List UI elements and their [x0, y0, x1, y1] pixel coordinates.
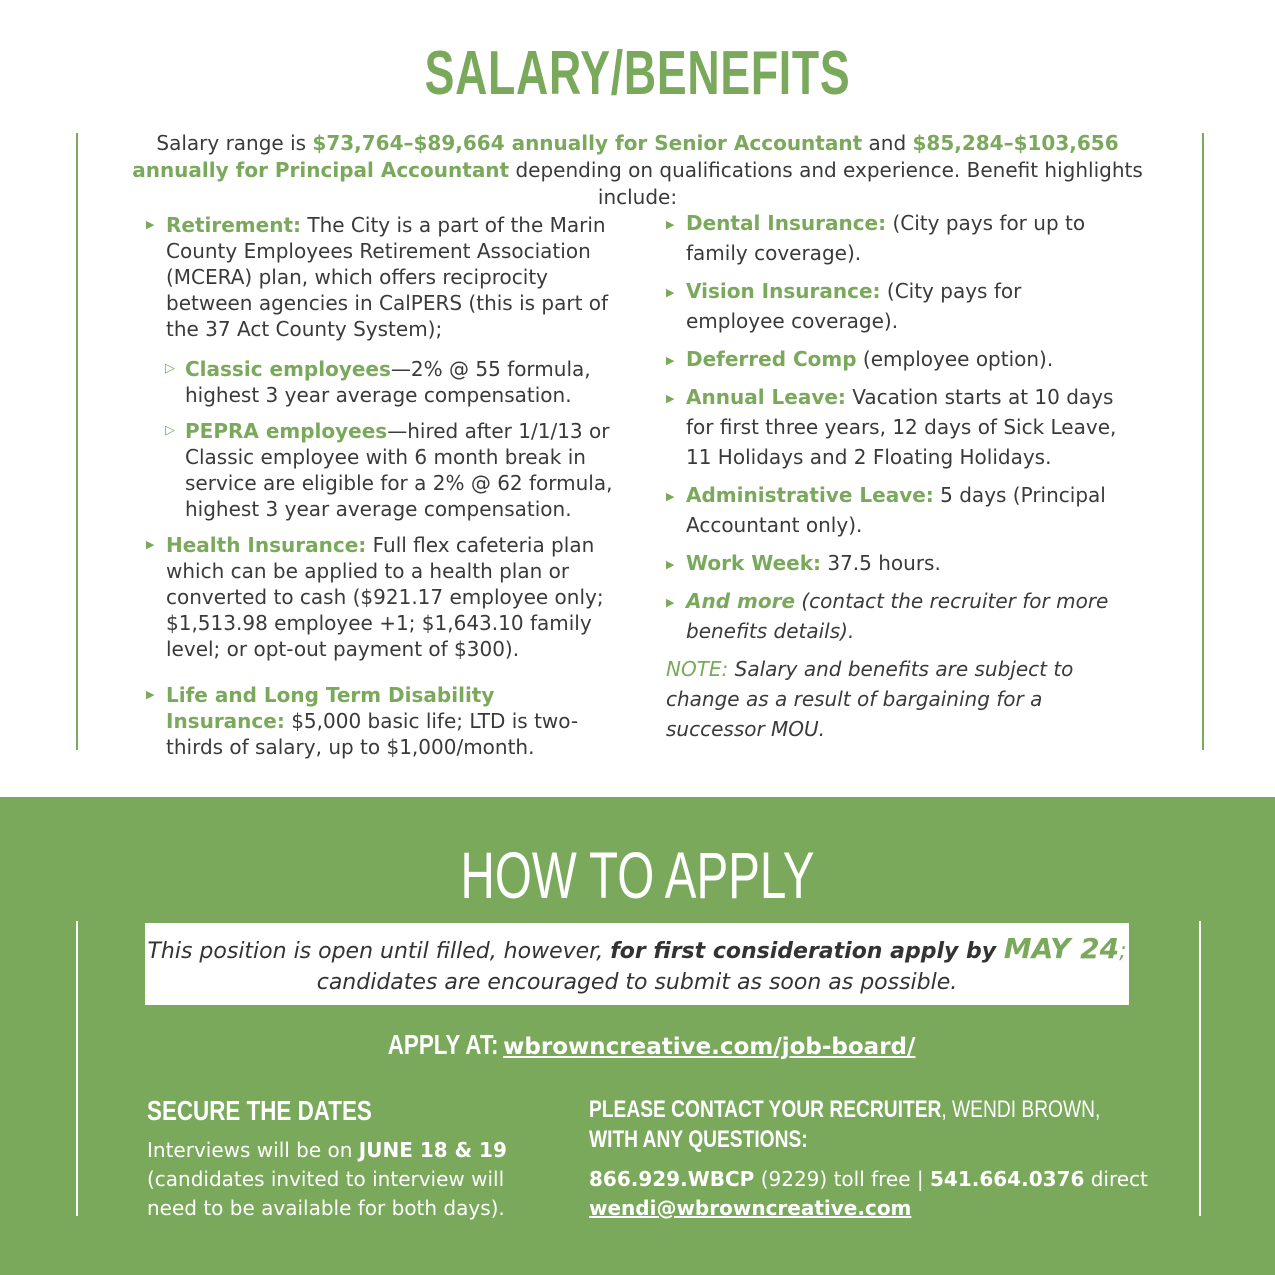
- how-to-apply-title: HOW TO APPLY: [460, 838, 815, 912]
- benefit-label: PEPRA employees: [185, 419, 388, 443]
- benefit-retirement: [146, 212, 616, 342]
- toll-free-phone: 866.929.WBCP: [589, 1167, 755, 1191]
- contact-heading-bold: WITH ANY QUESTIONS:: [589, 1126, 808, 1153]
- recruiter-name: , WENDI BROWN,: [941, 1096, 1101, 1123]
- benefit-vision-insurance: [666, 276, 1126, 336]
- bullet-triangle-icon: ▶: [666, 392, 675, 405]
- benefit-text: (contact the recruiter for more benefits details).: [686, 589, 1109, 643]
- benefit-label: Administrative Leave:: [686, 483, 934, 507]
- benefit-text: $5,000 basic life; LTD is two-thirds of salary, up to $1,000/month.: [166, 709, 579, 759]
- bullet-triangle-icon: ▶: [666, 354, 675, 367]
- right-divider-line: [1202, 133, 1204, 750]
- notice-line-2: candidates are encouraged to submit as soon as possible.: [316, 970, 958, 995]
- benefit-label: Retirement:: [166, 213, 302, 237]
- notice-line-1: [145, 933, 1129, 967]
- benefit-text: (City pays for employee coverage).: [686, 279, 1022, 333]
- note-label: NOTE:: [666, 657, 729, 681]
- notice-emphasis: for first consideration apply by: [610, 939, 1004, 964]
- benefit-label: Health Insurance:: [166, 533, 367, 557]
- benefit-text: 5 days (Principal Accountant only).: [686, 483, 1106, 537]
- dates-text: (candidates invited to interview will need to be available for both days).: [147, 1167, 505, 1220]
- apply-at-label: APPLY AT:: [387, 1029, 499, 1060]
- deadline-date: MAY 24: [1003, 932, 1120, 965]
- dates-text: Interviews will be on: [147, 1138, 359, 1162]
- left-divider-line: [76, 921, 78, 1216]
- note-text: Salary and benefits are subject to change as a result of bargaining for a successor MOU.: [666, 657, 1074, 741]
- intro-text: and: [862, 131, 913, 155]
- benefit-label: Vision Insurance:: [686, 279, 881, 303]
- bullet-triangle-icon: ▶: [146, 218, 155, 231]
- principal-salary-range: $85,284–$103,656 annually for Principal Accountant: [132, 131, 1119, 182]
- apply-url-link[interactable]: wbrowncreative.com/job-board/: [503, 1034, 916, 1060]
- benefit-dental-insurance: [666, 208, 1126, 268]
- bullet-triangle-icon: ▶: [666, 490, 675, 503]
- intro-text: Salary range is: [156, 131, 313, 155]
- sub-bullet-triangle-icon: ▷: [165, 423, 175, 438]
- benefit-classic-employees: [165, 356, 616, 408]
- benefit-text: 37.5 hours.: [821, 551, 941, 575]
- benefit-label: Classic employees: [185, 357, 391, 381]
- contact-details: [589, 1165, 1148, 1223]
- benefit-label: Work Week:: [686, 551, 821, 575]
- intro-text: depending on qualifications and experience. Benefit highlights include:: [509, 158, 1143, 209]
- benefit-deferred-comp: [666, 344, 1126, 374]
- bullet-triangle-icon: ▶: [666, 286, 675, 299]
- benefit-work-week: [666, 548, 1126, 578]
- phone-note: direct: [1084, 1167, 1148, 1191]
- benefit-pepra-employees: [165, 418, 616, 522]
- deadline-notice: [145, 923, 1129, 1005]
- recruiter-email-link[interactable]: wendi@wbrowncreative.com: [589, 1196, 912, 1220]
- benefit-and-more: [666, 586, 1126, 646]
- salary-note: [666, 654, 1076, 744]
- interview-dates: JUNE 18 & 19: [358, 1138, 507, 1162]
- salary-benefits-title: SALARY/BENEFITS: [424, 39, 851, 108]
- benefit-label: Deferred Comp: [686, 347, 857, 371]
- notice-text: This position is open until filled, however,: [147, 939, 611, 964]
- senior-salary-range: $73,764–$89,664 annually for Senior Accountant: [312, 131, 863, 155]
- apply-at-row: [0, 1029, 1275, 1061]
- benefit-text: Vacation starts at 10 days for first three years, 12 days of Sick Leave, 11 Holidays and 2 Floating Holidays.: [686, 385, 1117, 469]
- bullet-triangle-icon: ▶: [666, 596, 675, 609]
- benefit-text: (City pays for up to family coverage).: [686, 211, 1086, 265]
- benefit-label: Dental Insurance:: [686, 211, 887, 235]
- benefit-label: Life and Long Term Disability Insurance:: [166, 683, 495, 733]
- bullet-triangle-icon: ▶: [146, 538, 155, 551]
- benefit-life-ltd-insurance: [146, 682, 616, 760]
- bullet-triangle-icon: ▶: [146, 688, 155, 701]
- left-divider-line: [76, 133, 78, 750]
- benefit-text: —2% @ 55 formula, highest 3 year average compensation.: [185, 357, 591, 407]
- benefits-left-column: [146, 212, 616, 774]
- salary-intro: [120, 130, 1155, 211]
- benefit-health-insurance: [146, 532, 616, 662]
- direct-phone: 541.664.0376: [930, 1167, 1085, 1191]
- benefit-label: And more: [686, 589, 796, 613]
- contact-heading-bold: PLEASE CONTACT YOUR RECRUITER: [589, 1096, 942, 1123]
- benefit-text: —hired after 1/1/13 or Classic employee with 6 month break in service are eligible for a 2% @ 62 formula, highest 3 year average compensation.: [185, 419, 613, 521]
- notice-punctuation: ;: [1119, 939, 1127, 964]
- right-divider-line: [1199, 921, 1201, 1216]
- benefit-text: Full flex cafeteria plan which can be applied to a health plan or converted to cash ($921.17 employee only; $1,513.98 employee +1; $1,643.10 family level; or opt-out payment of $300).: [166, 533, 604, 661]
- secure-dates-body: [147, 1136, 517, 1223]
- phone-note: (9229) toll free |: [754, 1167, 930, 1191]
- benefit-annual-leave: [666, 382, 1126, 472]
- bullet-triangle-icon: ▶: [666, 218, 675, 231]
- bullet-triangle-icon: ▶: [666, 558, 675, 571]
- secure-dates-heading: SECURE THE DATES: [147, 1095, 372, 1126]
- benefits-right-column: [666, 208, 1126, 744]
- benefit-label: Annual Leave:: [686, 385, 846, 409]
- benefit-administrative-leave: [666, 480, 1126, 540]
- sub-bullet-triangle-icon: ▷: [165, 361, 175, 376]
- contact-heading: [589, 1095, 1100, 1155]
- benefit-text: The City is a part of the Marin County Employees Retirement Association (MCERA) plan, which offers reciprocity between agencies in CalPERS (this is part of the 37 Act County System);: [166, 213, 609, 341]
- benefit-text: (employee option).: [856, 347, 1054, 371]
- how-to-apply-section: [0, 797, 1275, 1275]
